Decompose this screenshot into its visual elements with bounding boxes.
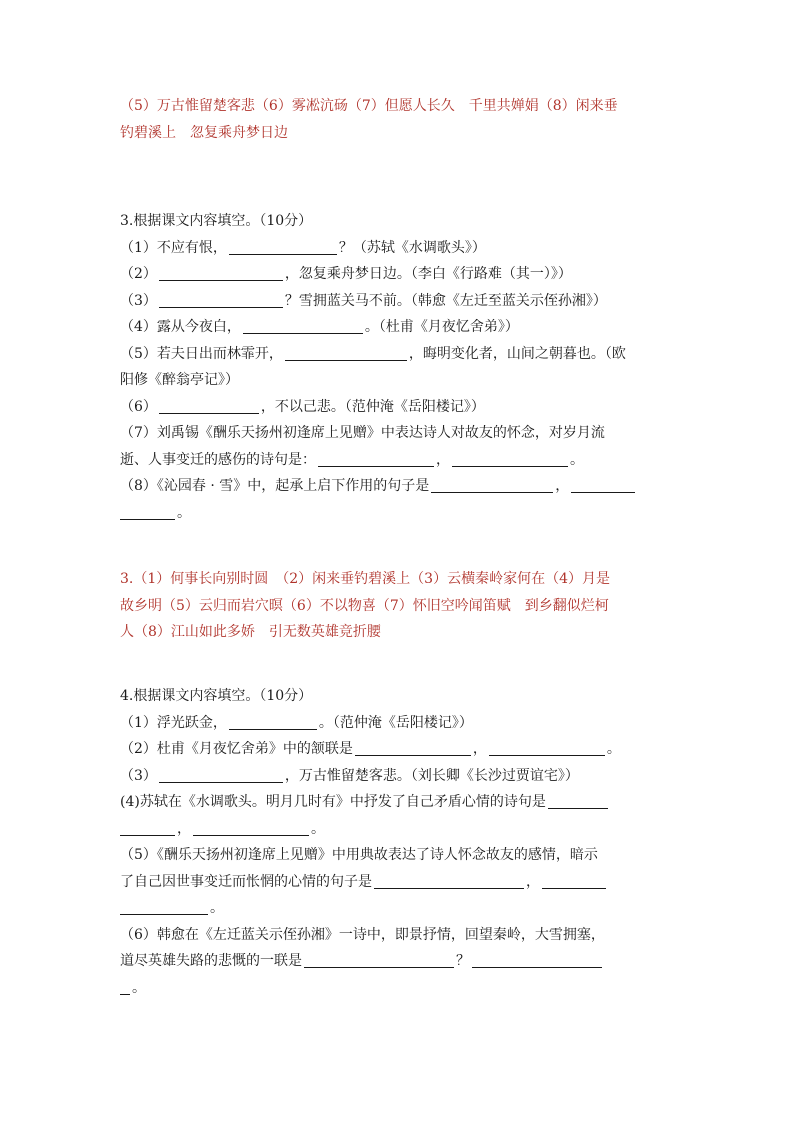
question-item: （6）韩愈在《左迁蓝关示侄孙湘》一诗中，即景抒情，回望秦岭，大雪拥塞，	[120, 926, 605, 943]
answer-blank[interactable]	[472, 953, 602, 968]
answer-blank[interactable]	[159, 399, 259, 414]
answer-blank[interactable]	[193, 821, 309, 836]
answer-blank[interactable]	[548, 794, 608, 809]
answer-blank[interactable]	[229, 240, 337, 255]
answer-line: 人（8）江山如此多娇 引无数英雄竞折腰	[120, 624, 381, 640]
question-item: （6） ，不以己悲。（范仲淹《岳阳楼记》）	[120, 398, 485, 415]
answer-line: 故乡明（5）云归而岩穴暝（6）不以物喜（7）怀旧空吟闻笛赋 到乡翻似烂柯	[120, 597, 609, 614]
question-item: （5）若夫日出而林霏开， ，晦明变化者，山间之朝暮也。（欧	[120, 345, 626, 362]
question-item-continuation: 。	[120, 895, 676, 922]
question-item-continuation: ， 。	[120, 816, 676, 843]
question-4	[120, 683, 676, 1001]
answer-blank[interactable]	[304, 953, 454, 968]
question-item-continuation: 阳修《醉翁亭记》）	[120, 372, 239, 388]
question-item-continuation: 。	[120, 500, 676, 527]
question-item: （7）刘禹锡《酬乐天扬州初逢席上见赠》中表达诗人对故友的怀念，对岁月流	[120, 425, 605, 441]
answer-blank[interactable]	[229, 715, 317, 730]
answer-blank[interactable]	[120, 505, 175, 520]
answer-line: 3.（1）何事长向别时圆 （2）闲来垂钓碧溪上（3）云横秦岭家何在（4）月是	[120, 571, 610, 587]
question-item-continuation: 了自己因世事变迁而怅惘的心情的句子是 ，	[120, 869, 676, 896]
answer-blank[interactable]	[489, 741, 605, 756]
answer-blank[interactable]	[452, 452, 568, 467]
question-item: （4）露从今夜白， 。（杜甫《月夜忆舍弟》）	[120, 319, 519, 335]
answer-blank[interactable]	[120, 980, 130, 995]
answer-blank[interactable]	[159, 266, 283, 281]
answer-blank[interactable]	[571, 478, 635, 493]
answer-line: 钓碧溪上 忽复乘舟梦日边	[120, 124, 288, 141]
answer-block-q3	[120, 566, 676, 646]
question-title: 3.根据课文内容填空。（10分）	[120, 213, 313, 229]
answer-blank[interactable]	[542, 874, 606, 889]
answer-blank[interactable]	[374, 874, 524, 889]
question-item-continuation: 。	[120, 975, 676, 1002]
question-3	[120, 208, 676, 526]
answer-blank[interactable]	[243, 319, 363, 334]
answer-blank[interactable]	[318, 452, 434, 467]
question-item: （2） ，忽复乘舟梦日边。（李白《行路难（其一）》）	[120, 266, 572, 282]
question-title: 4.根据课文内容填空。（10分）	[120, 688, 313, 704]
answer-blank[interactable]	[120, 900, 208, 915]
question-item: (4)苏轼在《水调歌头。明月几时有》中抒发了自己矛盾心情的诗句是	[120, 789, 676, 816]
answer-blank[interactable]	[285, 346, 407, 361]
question-item: （3） ，万古惟留楚客悲。（刘长卿《长沙过贾谊宅》）	[120, 767, 579, 784]
answer-blank[interactable]	[159, 293, 283, 308]
question-item: （1）浮光跃金， 。（范仲淹《岳阳楼记》）	[120, 714, 473, 731]
question-item-continuation: 道尽英雄失路的悲慨的一联是 ？	[120, 948, 676, 975]
answer-blank[interactable]	[431, 478, 553, 493]
question-item-continuation: 逝、人事变迁的感伤的诗句是： ， 。	[120, 451, 584, 468]
question-item: （5）《酬乐天扬州初逢席上见赠》中用典故表达了诗人怀念故友的感情，暗示	[120, 847, 598, 863]
answer-block-previous	[120, 93, 676, 146]
answer-blank[interactable]	[120, 821, 175, 836]
answer-blank[interactable]	[355, 741, 471, 756]
answer-blank[interactable]	[159, 768, 283, 783]
question-item: （2）杜甫《月夜忆舍弟》中的颔联是 ， 。	[120, 741, 621, 757]
question-item: （3） ？雪拥蓝关马不前。（韩愈《左迁至蓝关示侄孙湘》）	[120, 292, 607, 309]
answer-line: （5）万古惟留楚客悲（6）雾凇沆砀（7）但愿人长久 千里共婵娟（8）闲来垂	[120, 98, 618, 114]
question-item: （1）不应有恨， ？（苏轼《水调歌头》）	[120, 239, 486, 256]
question-item: （8）《沁园春 · 雪》中，起承上启下作用的句子是 ，	[120, 473, 676, 500]
